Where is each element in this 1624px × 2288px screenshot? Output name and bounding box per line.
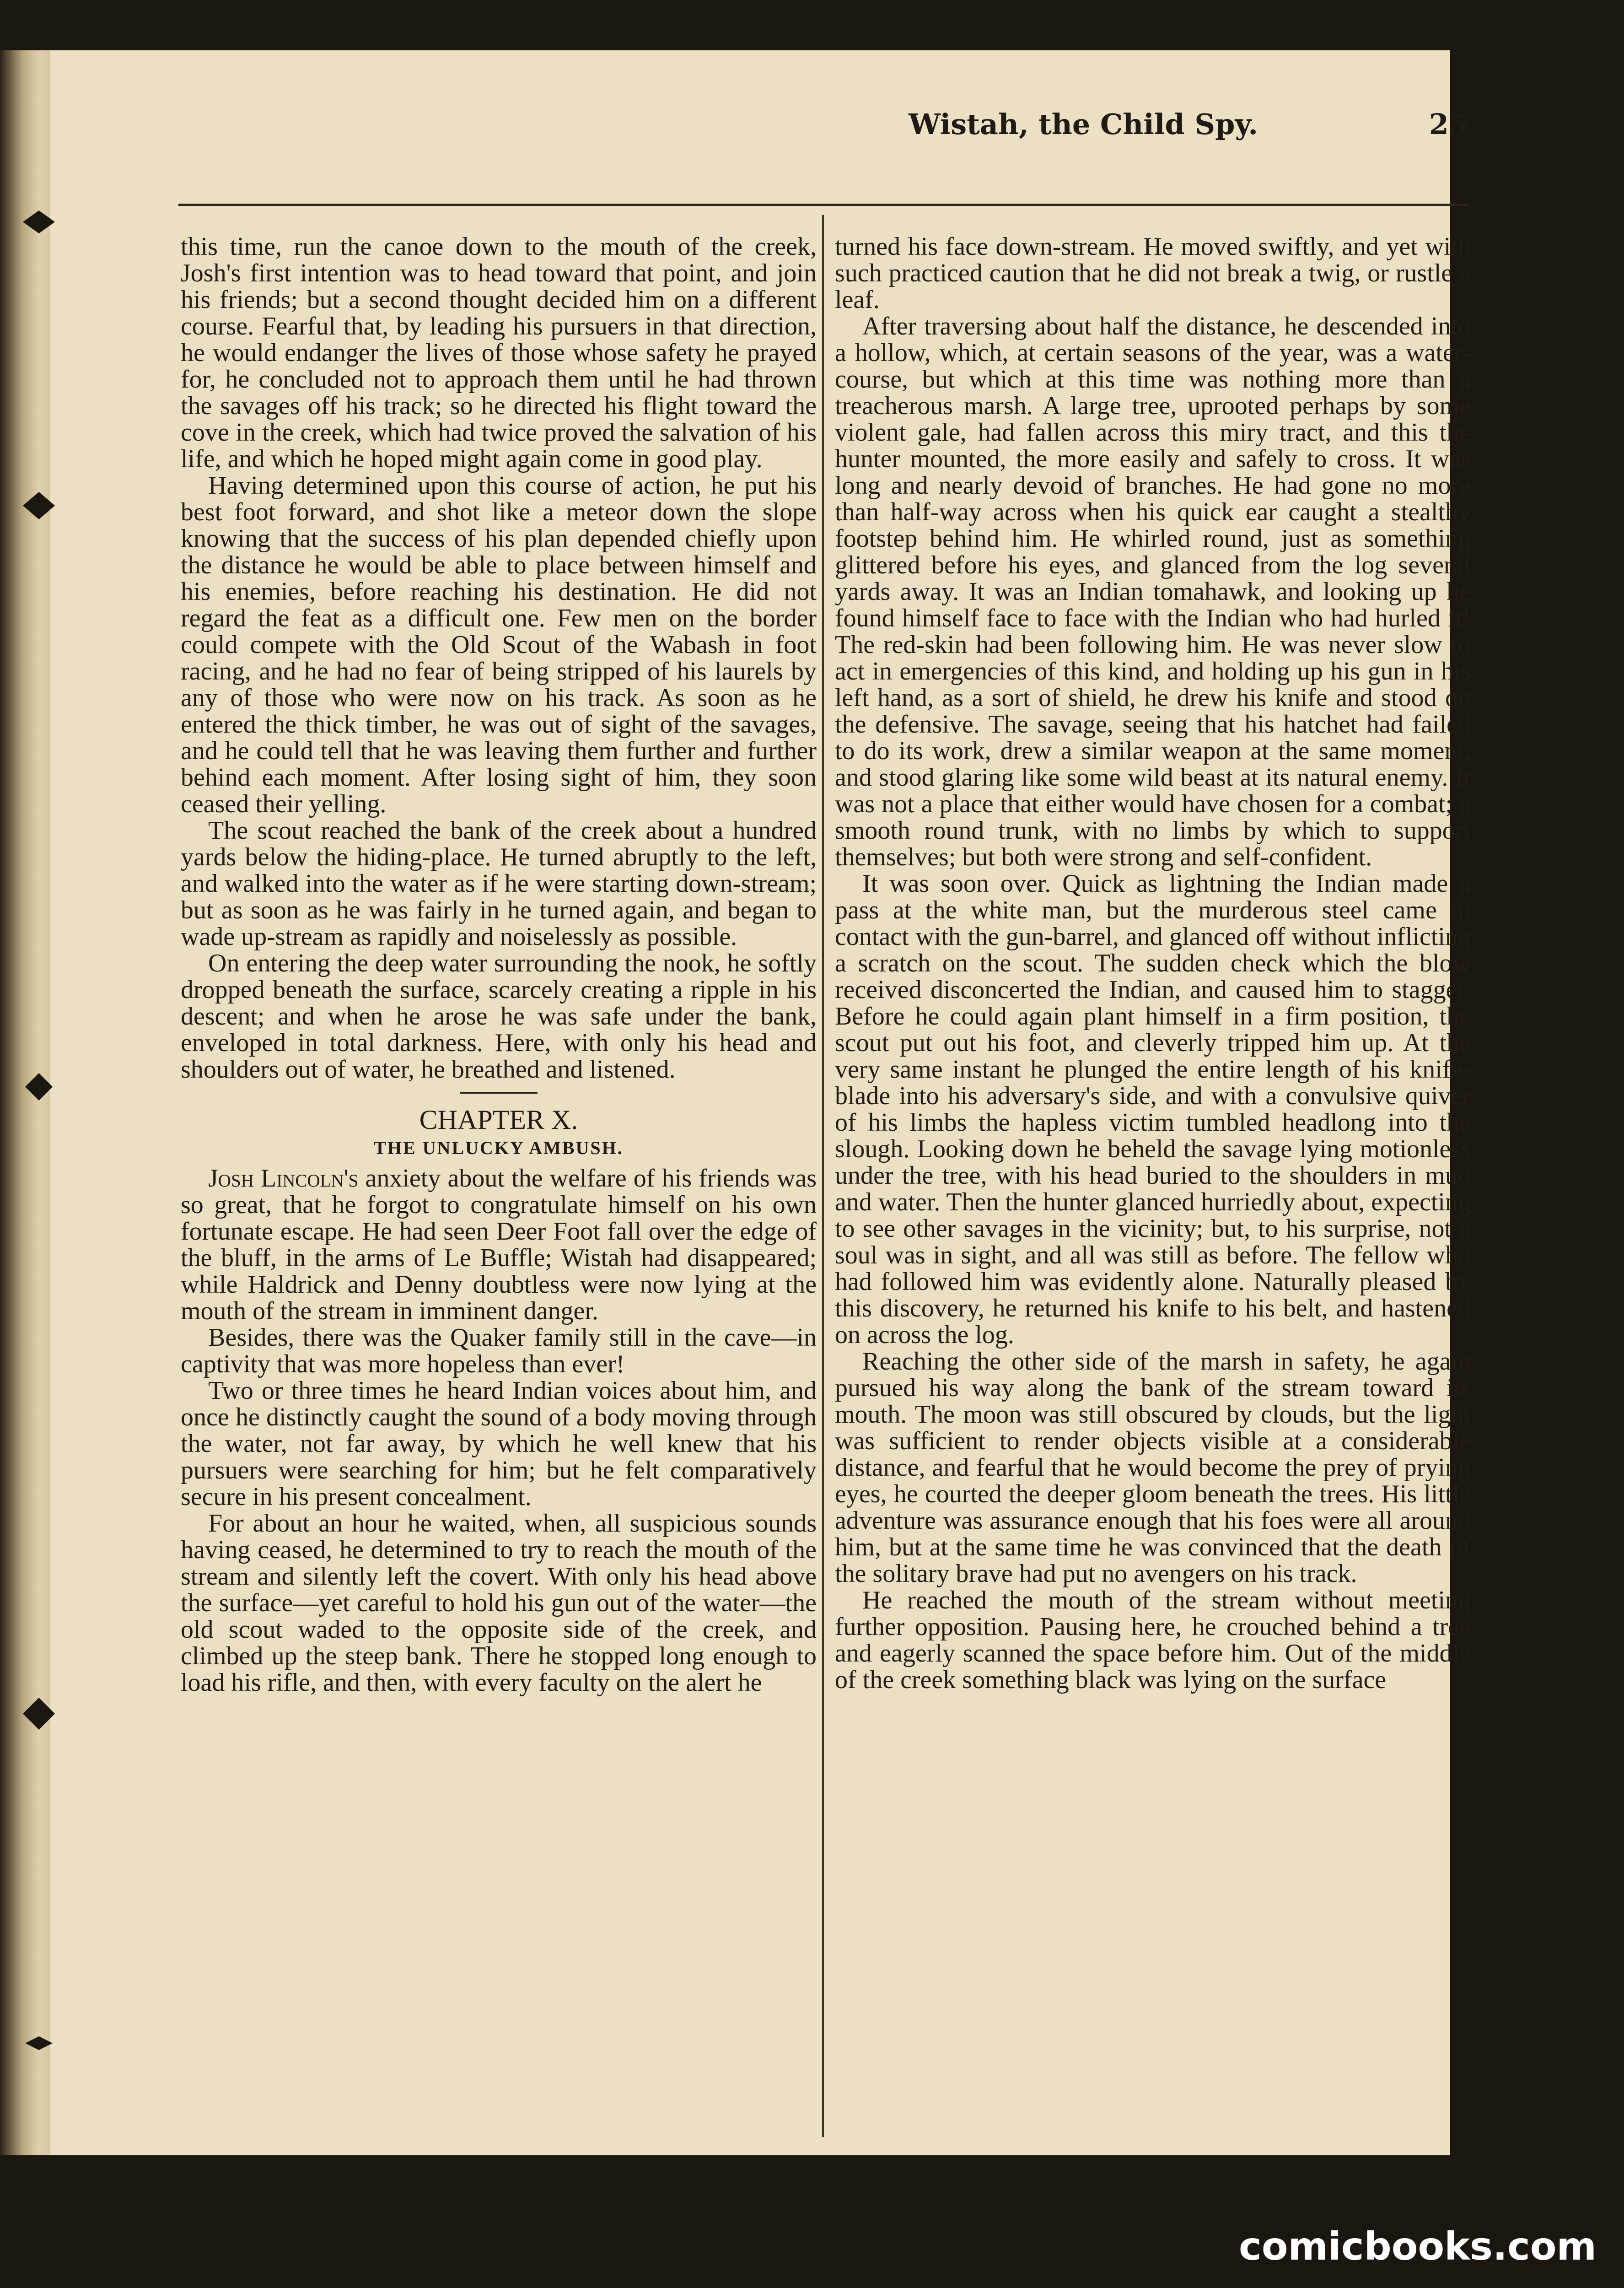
paragraph [181, 1165, 817, 1324]
page-header [572, 103, 1468, 167]
header-rule [178, 204, 1468, 206]
left-column [181, 233, 817, 2128]
page-number: 25 [1429, 108, 1468, 141]
paragraph: The scout reached the bank of the creek about a hundred yards below the hiding-place. He turned abruptly to the left, and walked into the water as if he were starting down-stream; but as soon as he was fairly in he turned again, and began to wade up-stream as rapidly and noiselessly as possible. [181, 816, 817, 951]
paragraph: Two or three times he heard Indian voices about him, and once he distinctly caught the sound of a body moving through the water, not far away, by which he well knew that his pursuers were searching for him; but he felt comparatively secure in his present concealment. [181, 1376, 817, 1511]
chapter-heading: CHAPTER X. [419, 1105, 578, 1135]
running-title: Wistah, the Child Spy. [909, 108, 1258, 141]
section-separator [460, 1092, 538, 1094]
character-name: Josh Lincoln's [208, 1164, 359, 1193]
binding-hole-icon [18, 201, 59, 243]
column-divider [822, 215, 824, 2137]
watermark: comicbooks.com [1239, 2224, 1597, 2269]
paragraph: It was soon over. Quick as lightning the Indian made a pass at the white man, but the murderous steel came in contact with the gun-barrel, and glanced off without inflicting a scratch on the scout. The sudden check which the blow received disconcerted the Indian, and caused him to stagger. Before he could again plant himself in a firm position, the scout put out his foot, and cleverly tripped him up. At the very same instant he plunged the entire length of his knife-blade into his adversary's side, and with a convulsive quiver of his limbs the hapless victim tumbled headlong into the slough. Looking down he beheld the savage lying motionless under the tree, with his head buried to the shoulders in mud and water. Then the hunter glanced hurriedly about, expecting to see other savages in the vicinity; but, to his surprise, not a soul was in sight, and all was still as before. The fellow who had followed him was evidently alone. Naturally pleased by this discovery, he returned his knife to his belt, and hastened on across the log. [835, 869, 1471, 1349]
paragraph-text: anxiety about the welfare of his friends was so great, that he forgot to congratulate himself on his own fortunate escape. He had seen Deer Foot fall over the edge of the bluff, in the arms of Le Buffle; Wistah had disappeared; while Haldrick and Denny doubtless were now lying at the mouth of the stream in imminent danger. [181, 1164, 817, 1325]
right-column [835, 233, 1471, 2128]
paragraph: Having determined upon this course of action, he put his best foot forward, and shot like a meteor down the slope knowing that the success of his plan depended chiefly upon the distance he would be able to place between himself and his enemies, before reaching his destination. He did not regard the feat as a difficult one. Few men on the border could compete with the Old Scout of the Wabash in foot racing, and he had no fear of being stripped of his laurels by any of those who were now on his track. As soon as he entered the thick timber, he was out of sight of the savages, and he could tell that he was leaving them further and further behind each moment. After losing sight of him, they soon ceased their yelling. [181, 471, 817, 818]
paragraph: this time, run the canoe down to the mouth of the creek, Josh's first intention was to head toward that point, and join his friends; but a second thought decided him on a different course. Fearful that, by leading his pursuers in that direction, he would endanger the lives of those whose safety he prayed for, he concluded not to approach them until he had thrown the savages off his track; so he directed his flight toward the cove in the creek, which had twice proved the salvation of his life, and which he hoped might again come in good play. [181, 233, 817, 473]
binding-hole-icon [18, 2023, 59, 2064]
paragraph: On entering the deep water surrounding the nook, he softly dropped beneath the surface, scarcely creating a ripple in his descent; and when he arose he was safe under the bank, enveloped in total darkness. Here, with only his head and shoulders out of water, he breathed and listened. [181, 949, 817, 1084]
paragraph: He reached the mouth of the stream without meeting further opposition. Pausing here, he crouched behind a tree and eagerly scanned the space before him. Out of the middle of the creek something black was lying on the surface [835, 1586, 1471, 1694]
paragraph: Reaching the other side of the marsh in safety, he again pursued his way along the bank of the stream toward its mouth. The moon was still obscured by clouds, but the light was sufficient to render objects visible at a considerable distance, and fearful that he would become the prey of prying eyes, he courted the deeper gloom beneath the trees. His little adventure was assurance enough that his foes were all around him, but at the same time he was convinced that the death of the solitary brave had put no avengers on his track. [835, 1347, 1471, 1588]
paragraph: Besides, there was the Quaker family still in the cave—in captivity that was more hopeless than ever! [181, 1323, 817, 1378]
binding-hole-icon [18, 485, 59, 526]
paragraph: After traversing about half the distance, he descended into a hollow, which, at certain seasons of the year, was a water-course, but which at this time was nothing more than a treacherous marsh. A large tree, uprooted perhaps by some violent gale, had fallen across this miry tract, and this the hunter mounted, the more easily and safely to cross. It was long and nearly devoid of branches. He had gone no more than half-way across when his quick ear caught a stealthy footstep behind him. He whirled round, just as something glittered before his eyes, and glanced from the log several yards away. It was an Indian tomahawk, and looking up he found himself face to face with the Indian who had hurled it! The red-skin had been following him. He was never slow to act in emergencies of this kind, and holding up his gun in his left hand, as a sort of shield, he drew his knife and stood on the defensive. The savage, seeing that his hatchet had failed to do its work, drew a similar weapon at the same moment, and stood glaring like some wild beast at its natural enemy. It was not a place that either would have chosen for a combat; a smooth round trunk, with no limbs by which to support themselves; but both were strong and self-confident. [835, 312, 1471, 871]
chapter-subtitle: THE UNLUCKY AMBUSH. [374, 1138, 624, 1158]
binding-hole-icon [18, 1066, 59, 1107]
paragraph: For about an hour he waited, when, all suspicious sounds having ceased, he determined to try to reach the mouth of the stream and silently left the covert. With only his head above the surface—yet careful to hold his gun out of the water—the old scout waded to the opposite side of the creek, and climbed up the steep bank. There he stopped long enough to load his rifle, and then, with every faculty on the alert he [181, 1509, 817, 1697]
binding-hole-icon [18, 1693, 59, 1734]
paragraph: turned his face down-stream. He moved swiftly, and yet with such practiced caution that he did not break a twig, or rustle a leaf. [835, 233, 1471, 314]
